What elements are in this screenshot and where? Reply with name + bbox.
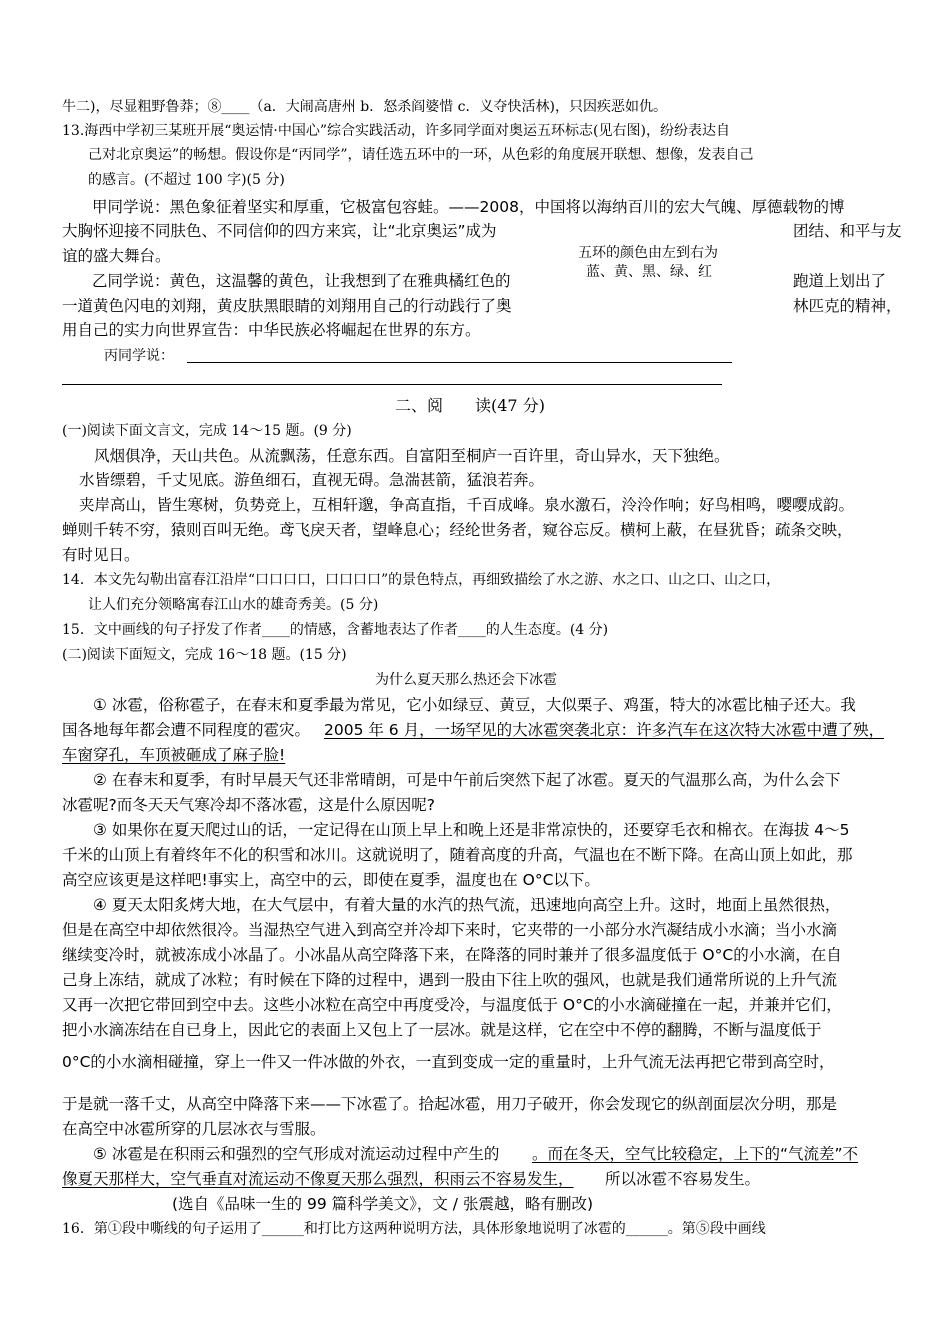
text-line: 己身上冻结，就成了冰粒；有时候在下降的过程中，遇到一股由下往上吹的强风，也就是我们通常所说的上升气流 [62,971,838,989]
text-line: 继续变冷时，就被冻成小冰晶了。小冰晶从高空降落下来，在降落的同时兼并了很多温度低于 O°C的小水滴，在自 [62,946,842,964]
text-line: 在高空中冰雹所穿的几层冰衣与雪服。 [62,1120,326,1138]
figure-caption-line2: 蓝、黄、黑、绿、红 [586,264,712,280]
classical-text-line: 水皆缥碧，千丈见底。游鱼细石，直视无碍。急湍甚箭，猛浪若奔。 [79,471,545,489]
student-yi-line: 乙同学说：黄色，这温馨的黄色，让我想到了在雅典橘红色的 [92,272,511,290]
student-bing-label: 丙同学说： [104,348,174,364]
source-citation: (选自《品味一生的 99 篇科学美文》，文 / 张震越，略有删改) [172,1195,593,1213]
underlined-text: 2005 年 6 月，一场罕见的大冰雹突袭北京：许多汽车在这次特大冰雹中遭了殃， [324,721,885,739]
answer-line [187,362,732,363]
subsection-heading: (二)阅读下面短文，完成 16～18 题。(15 分) [62,647,347,663]
text-line: 但是在高空中却依然很冷。当湿热空气进入到高空并冷却下来时，它夹带的一小部分水汽凝结成小水滴；当小水滴 [62,921,838,939]
text-line: 冰雹呢?而冬天天气寒冷却不落冰雹，这是什么原因呢? [62,796,435,814]
text-line: 林匹克的精神， [793,297,902,315]
text-line: 所以冰雹不容易发生。 [605,1170,761,1188]
classical-text-line: 风烟俱净，天山共色。从流飘荡，任意东西。自富阳至桐庐一百许里，奇山异水，天下独绝。 [94,447,730,465]
paragraph-5-line: ⑤ 冰雹是在积雨云和强烈的空气形成对流运动过程中产生的 [93,1145,500,1163]
text-line: 跑道上划出了 [793,272,887,290]
paragraph-1-line: ① 冰雹，俗称雹子，在春末和夏季最为常见，它小如绿豆、黄豆，大似栗子、鸡蛋，特大的冰雹比柚子还大。我 [93,696,856,714]
student-jia-line: 甲同学说：黑色象征着坚实和厚重，它极富包容蛙。——2008，中国将以海纳百川的宏大气魄、厚德载物的博 [92,198,845,216]
text-line: 于是就一落千丈，从高空中降落下来——下冰雹了。拾起冰雹，用刀子破开，你会发现它的纵剖面层次分明，那是 [62,1095,838,1113]
text-line: 又再一次把它带回到空中去。这些小冰粒在高空中再度受冷，与温度低于 O°C的小水滴碰撞在一起，并兼并它们， [62,996,842,1014]
text-line: 让人们充分领略寓春江山水的雄奇秀美。(5 分) [88,597,379,613]
subsection-heading: (一)阅读下面文言文，完成 14～15 题。(9 分) [62,423,352,439]
underlined-text: 像夏天那样大，空气垂直对流运动不像夏天那么强烈，积雨云不容易发生， [62,1170,574,1188]
text-line: 己对北京奥运”的畅想。假设你是“丙同学”，请任选五环中的一环，从色彩的角度展开联想、想像，发表自己 [88,147,754,163]
question-16-line: 16．第①段中嘶线的句子运用了______和打比方这两种说明方法，具体形象地说明了冰雹的______。第⑤段中画线 [62,1221,766,1237]
text-line: 一道黄色闪电的刘翔，黄皮肤黑眼睛的刘翔用自己的行动践行了奥 [62,297,512,315]
question-13-line: 13.海西中学初三某班开展“奥运情·中国心”综合实践活动，许多同学面对奥运五环标志(见右图)，纷纷表达自 [62,123,730,139]
classical-text-line: 有时见日。 [62,546,140,564]
underlined-text: 车窗穿孔，车顶被砸成了麻子脸! [62,746,286,764]
text-line: 高空应该更是这样吧!事实上，高空中的云，即使在夏季，温度也在 O°C以下。 [62,871,600,889]
paragraph-4-line: ④ 夏天太阳炙烤大地，在大气层中，有着大量的水汽的热气流，迅速地向高空上升。这时，地面上虽然很热， [93,896,841,914]
text-line: 国各地每年都会遭不同程度的雹灾。 [62,721,311,739]
paragraph-3-line: ③ 如果你在夏天爬过山的话，一定记得在山顶上早上和晚上还是非常凉快的，还要穿毛衣和棉衣。在海拔 4～5 [93,821,850,839]
classical-text-line: 夹岸高山，皆生寒树，负势竞上，互相轩邈，争高直指，千百成峰。泉水激石，泠泠作响；好鸟相鸣，嘤嘤成韵。 [79,496,855,514]
text-line: 千米的山顶上有着终年不化的积雪和冰川。这就说明了，随着高度的升高，气温也在不断下降。在高山顶上如此，那 [62,846,853,864]
figure-caption-line1: 五环的颜色由左到右为 [578,245,718,261]
text-line: 牛二)，尽显粗野鲁莽；⑧____（a．大闹高唐州 b．怒杀阎婆惜 c．义夺快活林)，只因疾恶如仇。 [62,99,667,115]
text-line: 谊的盛大舞台。 [62,247,171,265]
underlined-text: 。而在冬天，空气比较稳定，上下的“气流差”不 [532,1145,859,1163]
text-line: 用自己的实力向世界宣告：中华民族必将崛起在世界的东方。 [62,321,481,339]
answer-line [62,384,722,385]
classical-text-line: 蝉则千转不穷，猿则百叫无绝。鸢飞戾天者，望峰息心；经纶世务者，窥谷忘反。横柯上蔽，在昼犹昏；疏条交映， [62,521,853,539]
text-line: 大胸怀迎接不同肤色、不同信仰的四方来宾，让“北京奥运”成为 [62,222,497,240]
section-heading: 二、阅 读(47 分) [395,396,545,415]
text-line: 团结、和平与友 [793,222,902,240]
question-15-line: 15．文中画线的句子抒发了作者____的情感，含蓄地表达了作者____的人生态度。(4 分) [62,622,609,638]
text-line: 的感言。(不超过 100 字)(5 分) [88,172,285,188]
article-title: 为什么夏天那么热还会下冰雹 [375,672,557,688]
text-line: 把小水滴冻结在自已身上，因此它的表面上又包上了一层冰。就是这样，它在空中不停的翻腾，不断与温度低于 [62,1021,822,1039]
text-line: 0°C的小水滴相碰撞，穿上一件又一件冰做的外衣，一直到变成一定的重量时，上升气流无法再把它带到高空时， [62,1053,835,1071]
paragraph-2-line: ② 在春末和夏季，有时早晨天气还非常晴朗，可是中午前后突然下起了冰雹。夏天的气温那么高，为什么会下 [93,771,841,789]
question-14-line: 14．本文先勾勒出富春江沿岸“口口口口，口口口口”的景色特点，再细致描绘了水之游、水之口、山之口、山之口， [62,572,781,588]
